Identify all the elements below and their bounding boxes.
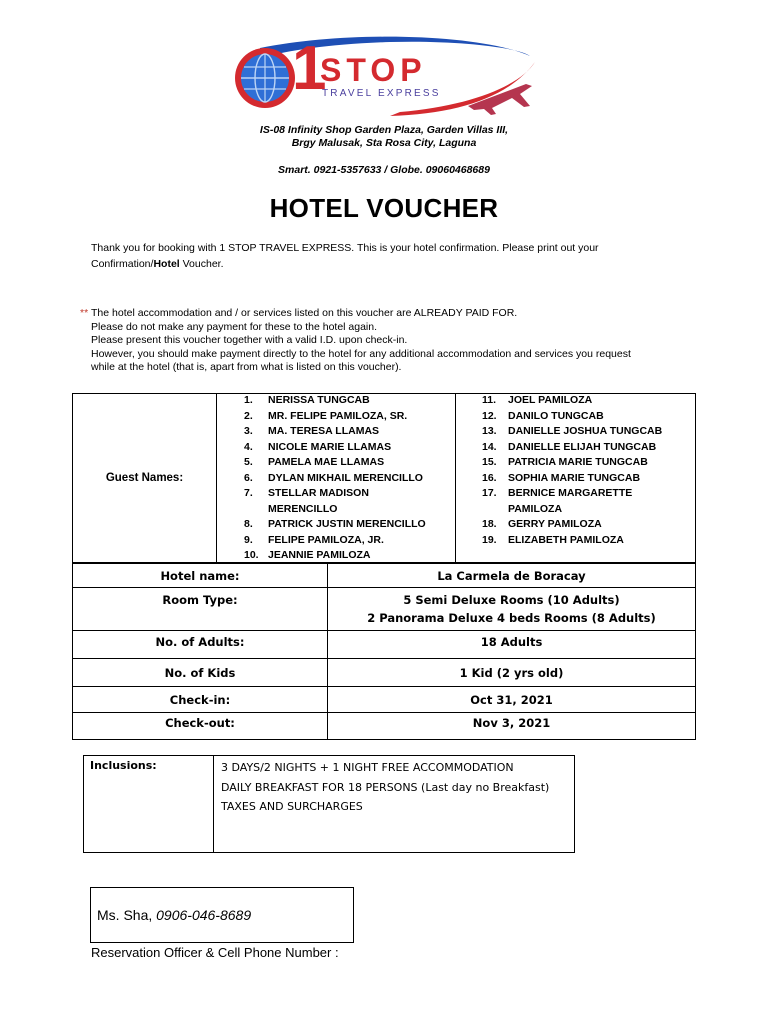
contact-phones: Smart. 0921-5357633 / Globe. 09060468689 [278,164,490,176]
guest-name-item [244,533,384,549]
guest-name-item [482,424,662,440]
guest-name: DYLAN MIKHAIL MERENCILLO [268,471,423,484]
guest-name: SOPHIA MARIE TUNGCAB [508,471,641,484]
guest-number: 16. [482,471,497,484]
guest-name-item [482,533,624,549]
notice-line: Please do not make any payment for these to the hotel again. [91,320,378,333]
guest-name-item [244,440,391,456]
detail-row [73,588,696,631]
officer-name: Ms. Sha, [97,907,157,923]
detail-row [73,631,696,659]
guest-names-box [72,393,696,563]
guest-number: 12. [482,409,497,422]
intro-line-2: Confirmation/Hotel Voucher. [91,258,224,270]
notice-line: while at the hotel (that is, apart from what is listed on this voucher). [91,361,402,373]
guest-name-item [482,440,656,456]
detail-value: 1 Kid (2 yrs old) [328,659,696,687]
guest-name-item [482,517,602,533]
logo-number: 1 [292,34,327,103]
detail-value: La Carmela de Boracay [328,564,696,588]
guest-name: NERISSA TUNGCAB [268,394,370,406]
guest-name: DANILO TUNGCAB [508,409,604,422]
reservation-officer-label: Reservation Officer & Cell Phone Number : [91,945,339,960]
guest-number: 3. [244,425,253,437]
detail-label: Check-in: [73,687,328,713]
page-title: HOTEL VOUCHER [269,193,499,223]
intro-hotel-bold: Hotel [153,258,180,270]
guest-name-item [482,471,640,487]
notice-marker: ** [80,307,89,319]
guest-name: DANIELLE ELIJAH TUNGCAB [508,440,657,453]
guest-name: NICOLE MARIE LLAMAS [268,440,392,453]
guest-number: 7. [244,487,253,499]
guest-number: 10. [244,549,259,561]
inclusion-item: 3 DAYS/2 NIGHTS + 1 NIGHT FREE ACCOMMODATION [221,761,514,774]
guest-number: 15. [482,456,497,468]
detail-value: Oct 31, 2021 [328,687,696,713]
guest-column-left [217,394,456,562]
detail-value [328,588,696,631]
notice-line: Please present this voucher together with a valid I.D. upon check-in. [91,334,408,346]
guest-name-item [482,409,604,425]
inclusions-box [83,755,575,853]
room-type-line: 5 Semi Deluxe Rooms (10 Adults) [403,593,620,607]
guest-name: BERNICE MARGARETTE [508,487,633,499]
guest-number: 1. [244,394,253,406]
guest-number: 6. [244,471,253,484]
guest-number: 18. [482,518,497,530]
guest-number: 2. [244,409,253,422]
detail-label: Check-out: [73,713,328,740]
guest-name: JEANNIE PAMILOZA [268,549,371,561]
payment-notice [80,307,700,375]
guest-name-item [244,471,423,487]
guest-name: MR. FELIPE PAMILOZA, SR. [268,409,408,422]
room-type-line: 2 Panorama Deluxe 4 beds Rooms (8 Adults) [367,611,656,625]
inclusions-list [221,758,549,817]
guest-name-item [482,393,592,409]
guest-number: 19. [482,533,497,546]
guest-number: 9. [244,533,253,546]
guest-name-item [244,424,379,440]
intro-line-1: Thank you for booking with 1 STOP TRAVEL EXPRESS. This is your hotel confirmation. Please print out your [91,242,599,254]
reservation-officer-box [90,887,354,943]
detail-row [73,564,696,588]
guest-name: FELIPE PAMILOZA, JR. [268,533,384,546]
guest-name: PAMELA MAE LLAMAS [268,456,385,468]
officer-phone: 0906-046-8689 [156,907,252,923]
detail-row [73,659,696,687]
guest-name-item [482,455,648,471]
detail-label: Hotel name: [73,564,328,588]
guest-name-item [482,486,632,502]
guest-column-right [456,394,695,562]
detail-row [73,687,696,713]
guest-name-continuation: MERENCILLO [268,502,338,515]
guest-name: DANIELLE JOSHUA TUNGCAB [508,425,663,437]
guest-name: MA. TERESA LLAMAS [268,425,380,437]
detail-label: No. of Adults: [73,631,328,659]
guest-name: JOEL PAMILOZA [508,394,593,406]
guest-names-label: Guest Names: [73,394,217,562]
address-line-2: Brgy Malusak, Sta Rosa City, Laguna [291,137,477,149]
detail-label: Room Type: [73,588,328,631]
guest-name-item [244,455,384,471]
booking-details-table [72,563,696,740]
guest-name-item [244,409,407,425]
guest-name-item [244,517,426,533]
guest-number: 14. [482,440,497,453]
guest-number: 11. [482,394,497,406]
detail-value: 18 Adults [328,631,696,659]
guest-name-item [244,393,370,409]
notice-line: However, you should make payment directly to the hotel for any additional accommodation and services you request [91,347,631,360]
guest-number: 4. [244,440,253,453]
guest-name-item [244,486,369,502]
guest-name-continuation: PAMILOZA [508,502,563,515]
guest-number: 13. [482,425,497,437]
company-logo [230,36,540,118]
detail-label: No. of Kids [73,659,328,687]
guest-number: 5. [244,456,253,468]
guest-name: ELIZABETH PAMILOZA [508,533,624,546]
guest-name: PATRICIA MARIE TUNGCAB [508,456,648,468]
logo-tagline: TRAVEL EXPRESS [322,88,441,99]
inclusions-label: Inclusions: [84,756,214,852]
guest-name: GERRY PAMILOZA [508,518,602,530]
address-line-1: IS-08 Infinity Shop Garden Plaza, Garden Villas III, [259,124,509,136]
guest-name: STELLAR MADISON [268,487,369,499]
guest-name: PATRICK JUSTIN MERENCILLO [268,518,426,530]
inclusion-item: DAILY BREAKFAST FOR 18 PERSONS (Last day no Breakfast) [221,780,550,794]
guest-number: 8. [244,518,253,530]
guest-name-item [244,548,370,564]
intro-text [91,240,681,272]
logo-word: STOP [320,52,427,88]
inclusion-item: TAXES AND SURCHARGES [221,800,363,813]
detail-value: Nov 3, 2021 [328,713,696,740]
guest-number: 17. [482,487,497,499]
notice-line: The hotel accommodation and / or services listed on this voucher are ALREADY PAID FOR. [91,307,518,319]
detail-row [73,713,696,740]
